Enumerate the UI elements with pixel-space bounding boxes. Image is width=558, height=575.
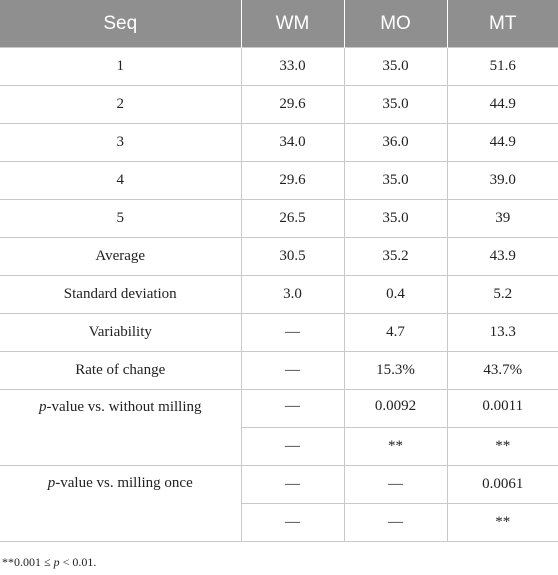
table-row (0, 314, 558, 352)
table-row (0, 276, 558, 314)
mt-value: 43.7% (447, 352, 558, 390)
mt-value: 39 (447, 200, 558, 238)
wm-significance: — (241, 428, 344, 466)
row-label: Standard deviation (0, 276, 241, 314)
row-label: Average (0, 238, 241, 276)
mt-value: 51.6 (447, 48, 558, 86)
mo-value: 35.0 (344, 200, 447, 238)
footnote (2, 555, 96, 570)
label-text: -value vs. without milling (46, 399, 202, 415)
wm-value: 26.5 (241, 200, 344, 238)
p-symbol: p (39, 399, 47, 415)
mo-value: 35.0 (344, 48, 447, 86)
mo-significance: ** (344, 428, 447, 466)
mo-value: 35.0 (344, 86, 447, 124)
table-row (0, 390, 558, 428)
mt-value: 43.9 (447, 238, 558, 276)
mo-value: 35.0 (344, 162, 447, 200)
wm-significance: — (241, 504, 344, 542)
label-text: -value vs. milling once (55, 475, 193, 491)
wm-value: — (241, 352, 344, 390)
wm-value: — (241, 390, 344, 428)
wm-value: 30.5 (241, 238, 344, 276)
table-row (0, 352, 558, 390)
mt-value: 44.9 (447, 124, 558, 162)
mt-value: 13.3 (447, 314, 558, 352)
mt-value: 0.0011 (447, 390, 558, 428)
row-label-pvalue-milling-once (0, 466, 241, 542)
mt-significance: ** (447, 428, 558, 466)
mt-value: 5.2 (447, 276, 558, 314)
table-row (0, 200, 558, 238)
wm-value: 29.6 (241, 86, 344, 124)
footnote-suffix: < 0.01. (59, 555, 97, 569)
footnote-prefix: **0.001 ≤ (2, 555, 54, 569)
wm-value: — (241, 314, 344, 352)
header-mo: MO (344, 0, 447, 48)
mo-value: — (344, 466, 447, 504)
wm-value: 33.0 (241, 48, 344, 86)
mo-significance: — (344, 504, 447, 542)
row-label: 3 (0, 124, 241, 162)
mo-value: 36.0 (344, 124, 447, 162)
table-row (0, 238, 558, 276)
mt-value: 44.9 (447, 86, 558, 124)
row-label: 1 (0, 48, 241, 86)
footnote-p-symbol: p (53, 555, 60, 569)
mt-significance: ** (447, 504, 558, 542)
table-row (0, 466, 558, 504)
row-label-pvalue-without-milling (0, 390, 241, 466)
mo-value: 4.7 (344, 314, 447, 352)
wm-value: 3.0 (241, 276, 344, 314)
wm-value: — (241, 466, 344, 504)
row-label: 5 (0, 200, 241, 238)
row-label: 2 (0, 86, 241, 124)
row-label: 4 (0, 162, 241, 200)
mo-value: 15.3% (344, 352, 447, 390)
table-row (0, 124, 558, 162)
header-row (0, 0, 558, 48)
mo-value: 0.4 (344, 276, 447, 314)
p-symbol: p (47, 475, 56, 491)
row-label: Variability (0, 314, 241, 352)
header-wm: WM (241, 0, 344, 48)
header-seq: Seq (0, 0, 241, 48)
table-row (0, 86, 558, 124)
wm-value: 34.0 (241, 124, 344, 162)
mo-value: 35.2 (344, 238, 447, 276)
mt-value: 0.0061 (447, 466, 558, 504)
table-row (0, 162, 558, 200)
table-row (0, 48, 558, 86)
header-mt: MT (447, 0, 558, 48)
row-label: Rate of change (0, 352, 241, 390)
mo-value: 0.0092 (344, 390, 447, 428)
mt-value: 39.0 (447, 162, 558, 200)
wm-value: 29.6 (241, 162, 344, 200)
